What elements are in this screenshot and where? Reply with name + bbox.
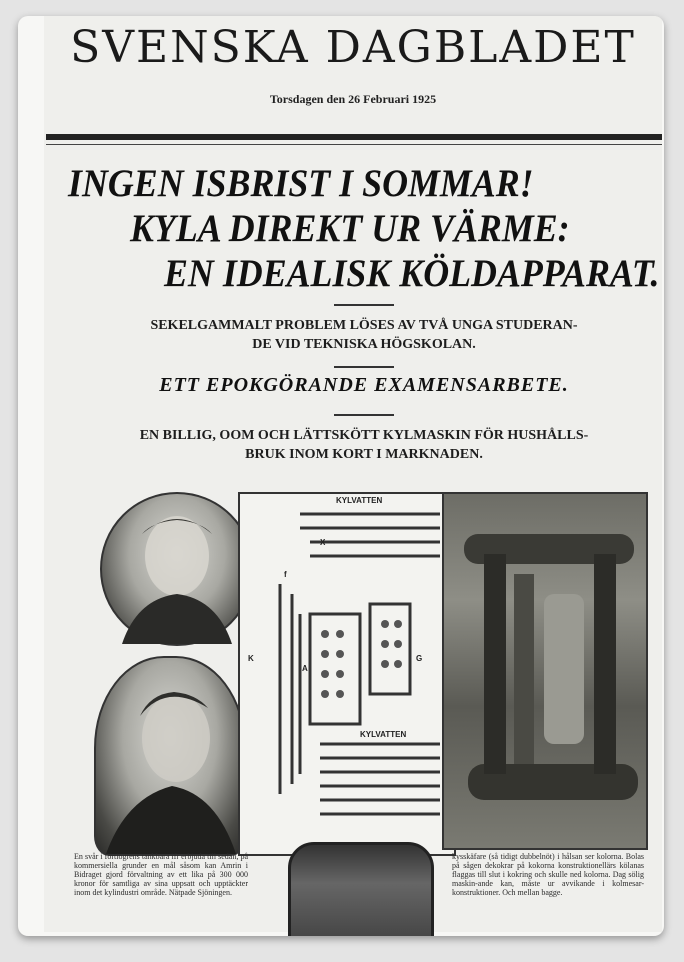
masthead-rule [46,134,662,140]
headline-line-3: EN IDEALISK KÖLDAPPARAT. [164,252,660,295]
masthead: SVENSKA DAGBLADET [70,22,636,73]
subheadline-1-line-2: DE VID TEKNISKA HÖGSKOLAN. [252,337,476,352]
machine-photo [442,492,648,850]
headline-line-1: INGEN ISBRIST I SOMMAR! [68,162,534,205]
image-frame [18,16,664,936]
refrigerator-machine-illustration [444,494,646,848]
subheadline-2: ETT EPOKGÖRANDE EXAMENSARBETE. [159,374,569,396]
diagram-drawing [240,494,454,854]
diagram-letter-a: A [302,664,308,673]
headline-line-2: KYLA DIREKT UR VÄRME: [130,207,570,250]
masthead-rule-thin [46,144,662,145]
machine-photo-bottom [288,842,434,936]
subheadline-1-line-1: SEKELGAMMALT PROBLEM LÖSES AV TVÅ UNGA STUDERAN- [150,318,578,333]
diagram-label-top: KYLVATTEN [336,496,383,505]
divider [334,304,394,306]
diagram-letter-x: X [320,538,326,547]
article-column-right: kysskäfare (så tidigt dubbelnöt) i hålsan ser kolorna. Bolas på sågen dekokrar på kokorna konstruktionellärs kölanas flaggas till slut i kokring och skulle ned kolorna. Dag sölig maskin-ande kan, måste ur avvikande i kolmesar-konstruktioner. Och mellan bagge. [452,852,644,897]
portrait-face-icon [96,658,244,854]
diagram-label-water: KYLVATTEN [360,730,407,739]
diagram-letter-f: f [284,570,287,579]
diagram-letter-k: K [248,654,254,663]
divider [334,366,394,368]
subheadline-1 [84,316,644,354]
newspaper-page [44,16,662,932]
refrigerator-diagram [238,492,456,856]
subheadline-3 [84,426,644,464]
portrait-face-icon [102,494,252,644]
portrait-photo-bottom [94,656,246,856]
divider [334,414,394,416]
subheadline-3-line-2: BRUK INOM KORT I MARKNADEN. [245,447,483,462]
dateline: Torsdagen den 26 Februari 1925 [269,92,437,106]
subheadline-3-line-1: EN BILLIG, OOM OCH LÄTTSKÖTT KYLMASKIN FÖR HUSHÅLLS- [139,428,589,443]
diagram-letter-g: G [416,654,423,663]
portrait-photo-top [100,492,254,646]
article-column-left: En svår i förtiogrens tankbara ifr erbjuda till sedan, på kommersiella grunder en mål såsom kan Amrin i Bidraget gjord förvaltning av ett lika på 300 000 kronor för samtliga av sina uppsatt och upptäckter inom det kylindustri område. Nätpade Sjöningen. [74,852,248,897]
